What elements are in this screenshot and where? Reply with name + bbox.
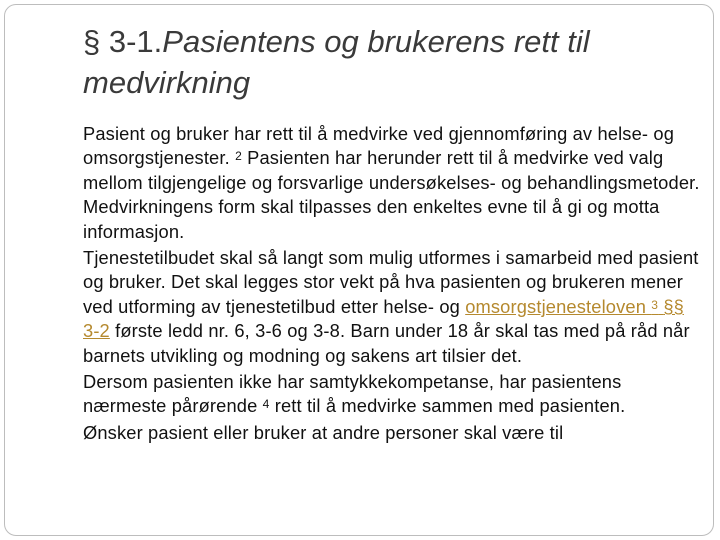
paragraph-3-text-b: rett til å medvirke sammen med pasienten. [269, 395, 626, 417]
paragraph-1-text-b: Pasienten har herunder rett til å medvirke ved valg mellom tilgjengelige og forsvarlige undersøkelses- og behandlingsmetoder. Medvirkningens form skal tilpasses den enkeltes evne til å gi og motta informasjon. [83, 147, 700, 242]
footnote-3: 3 [651, 297, 659, 312]
paragraph-2-text-a: Tjenestetilbudet skal så langt som mulig utformes i samarbeid med pasient og bruker. Det skal legges stor vekt på hva pasienten og brukeren mener ved utforming av tjenestetilbud etter helse- og [83, 247, 699, 317]
slide-body [83, 122, 703, 447]
paragraph-4 [83, 421, 703, 445]
paragraph-2 [83, 246, 703, 368]
footnote-2: 2 [235, 149, 242, 164]
section-link: §§ 3-2 [83, 295, 684, 342]
slide-title [83, 21, 703, 103]
slide-frame [4, 4, 714, 536]
law-link[interactable]: omsorgstjenesteloven [465, 295, 647, 317]
section-title: Pasientens og brukerens rett til medvirkning [83, 24, 590, 100]
section-number: § 3-1. [83, 24, 163, 59]
footnote-4: 4 [262, 397, 270, 412]
paragraph-1-text-a: Pasient og bruker har rett til å medvirke ved gjennomføring av helse- og omsorgstjenester. [83, 123, 675, 169]
paragraph-1 [83, 122, 703, 244]
paragraph-4-text-a: Ønsker pasient eller bruker at andre personer skal være til [83, 421, 564, 443]
paragraph-3 [83, 370, 703, 419]
paragraph-3-text-a: Dersom pasienten ikke har samtykkekompetanse, har pasientens nærmeste pårørende [83, 371, 622, 417]
paragraph-2-text-b: første ledd nr. 6, 3-6 og 3-8. Barn under 18 år skal tas med på råd når barnets utvikling og modning og sakens art tilsier det. [83, 320, 690, 366]
